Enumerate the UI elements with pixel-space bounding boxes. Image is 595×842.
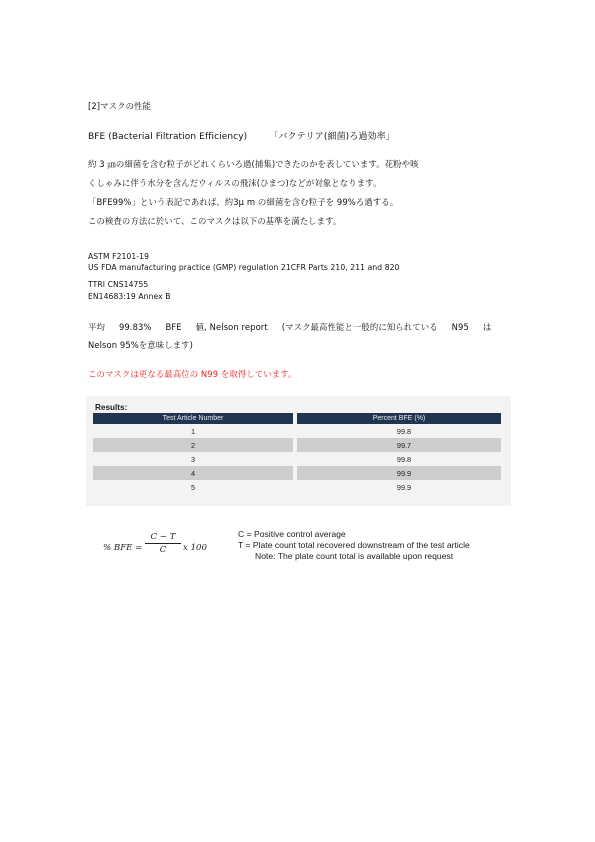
- average-particle: は: [482, 322, 492, 332]
- standard-astm: ASTM F2101-19: [88, 252, 150, 261]
- results-header-row: [93, 413, 501, 424]
- results-title: Results:: [95, 403, 128, 412]
- percent-bfe-value: 99.9: [293, 480, 501, 494]
- average-bfe: BFE: [165, 322, 182, 332]
- description-line-2: くしゃみに伴う水分を含んだウィルスの飛沫(ひまつ)などが対象となります。: [88, 178, 382, 188]
- test-article-number: 2: [93, 438, 293, 452]
- average-note: (マスク最高性能と一般的に知られている: [281, 322, 438, 332]
- column-header-percent-bfe: Percent BFE (%): [293, 413, 501, 424]
- test-article-number: 3: [190, 454, 196, 464]
- highlight-text: このマスクは更なる最高位の N99 を取得しています。: [88, 369, 297, 379]
- average-label: 平均: [88, 322, 105, 332]
- bfe-heading: [88, 129, 395, 142]
- average-line: [88, 321, 491, 333]
- section-heading: [2]マスクの性能: [88, 101, 152, 111]
- percent-bfe-value: 99.8: [293, 452, 501, 466]
- table-row: [93, 466, 501, 480]
- percent-bfe-value: 99.8: [293, 424, 501, 438]
- column-header-test-article: Test Article Number: [93, 413, 293, 424]
- formula-rhs: x 100: [183, 543, 207, 553]
- average-grade: N95: [451, 322, 469, 332]
- table-row: [93, 452, 501, 466]
- bfe-heading-japanese: 「バクテリア(細菌)ろ過効率」: [269, 132, 395, 142]
- formula-fraction: [145, 532, 181, 555]
- formula-numerator: C − T: [145, 532, 181, 544]
- description-line-4: この検査の方法に於いて、このマスクは以下の基準を満たします。: [88, 216, 342, 226]
- average-line-2: Nelson 95%を意味します): [88, 340, 194, 350]
- standard-en: EN14683:19 Annex B: [88, 292, 171, 301]
- average-unit: 値, Nelson report: [195, 322, 268, 332]
- bfe-heading-english: BFE (Bacterial Filtration Efficiency): [88, 132, 248, 142]
- table-row: [93, 480, 501, 494]
- test-article-number: 4: [93, 466, 293, 480]
- percent-bfe-value: 99.9: [293, 466, 501, 480]
- standard-ttri: TTRI CNS14755: [88, 280, 149, 289]
- table-row: [93, 424, 501, 438]
- description-line-3: 「BFE99%」という表記であれば、約3μ m の細菌を含む粒子を 99%ろ過する。: [88, 197, 399, 207]
- standard-fda: US FDA manufacturing practice (GMP) regulation 21CFR Parts 210, 211 and 820: [88, 263, 400, 272]
- test-article-number: 1: [190, 426, 196, 436]
- table-row: [93, 438, 501, 452]
- results-figure: [86, 396, 511, 506]
- average-value: 99.83%: [118, 322, 152, 332]
- percent-bfe-value: 99.7: [293, 438, 501, 452]
- legend-note: Note: The plate count total is available upon request: [255, 551, 454, 561]
- formula-denominator: C: [159, 545, 167, 555]
- test-article-number: 5: [190, 482, 196, 492]
- legend-c: C = Positive control average: [238, 529, 346, 539]
- results-table: [93, 413, 501, 494]
- description-line-1: 約 3 ㎛の細菌を含む粒子がどれくらいろ過(捕集)できたのかを表しています。花粉や咳: [88, 159, 419, 169]
- legend-t: T = Plate count total recovered downstream of the test article: [238, 540, 470, 550]
- formula-lhs: % BFE =: [103, 543, 143, 553]
